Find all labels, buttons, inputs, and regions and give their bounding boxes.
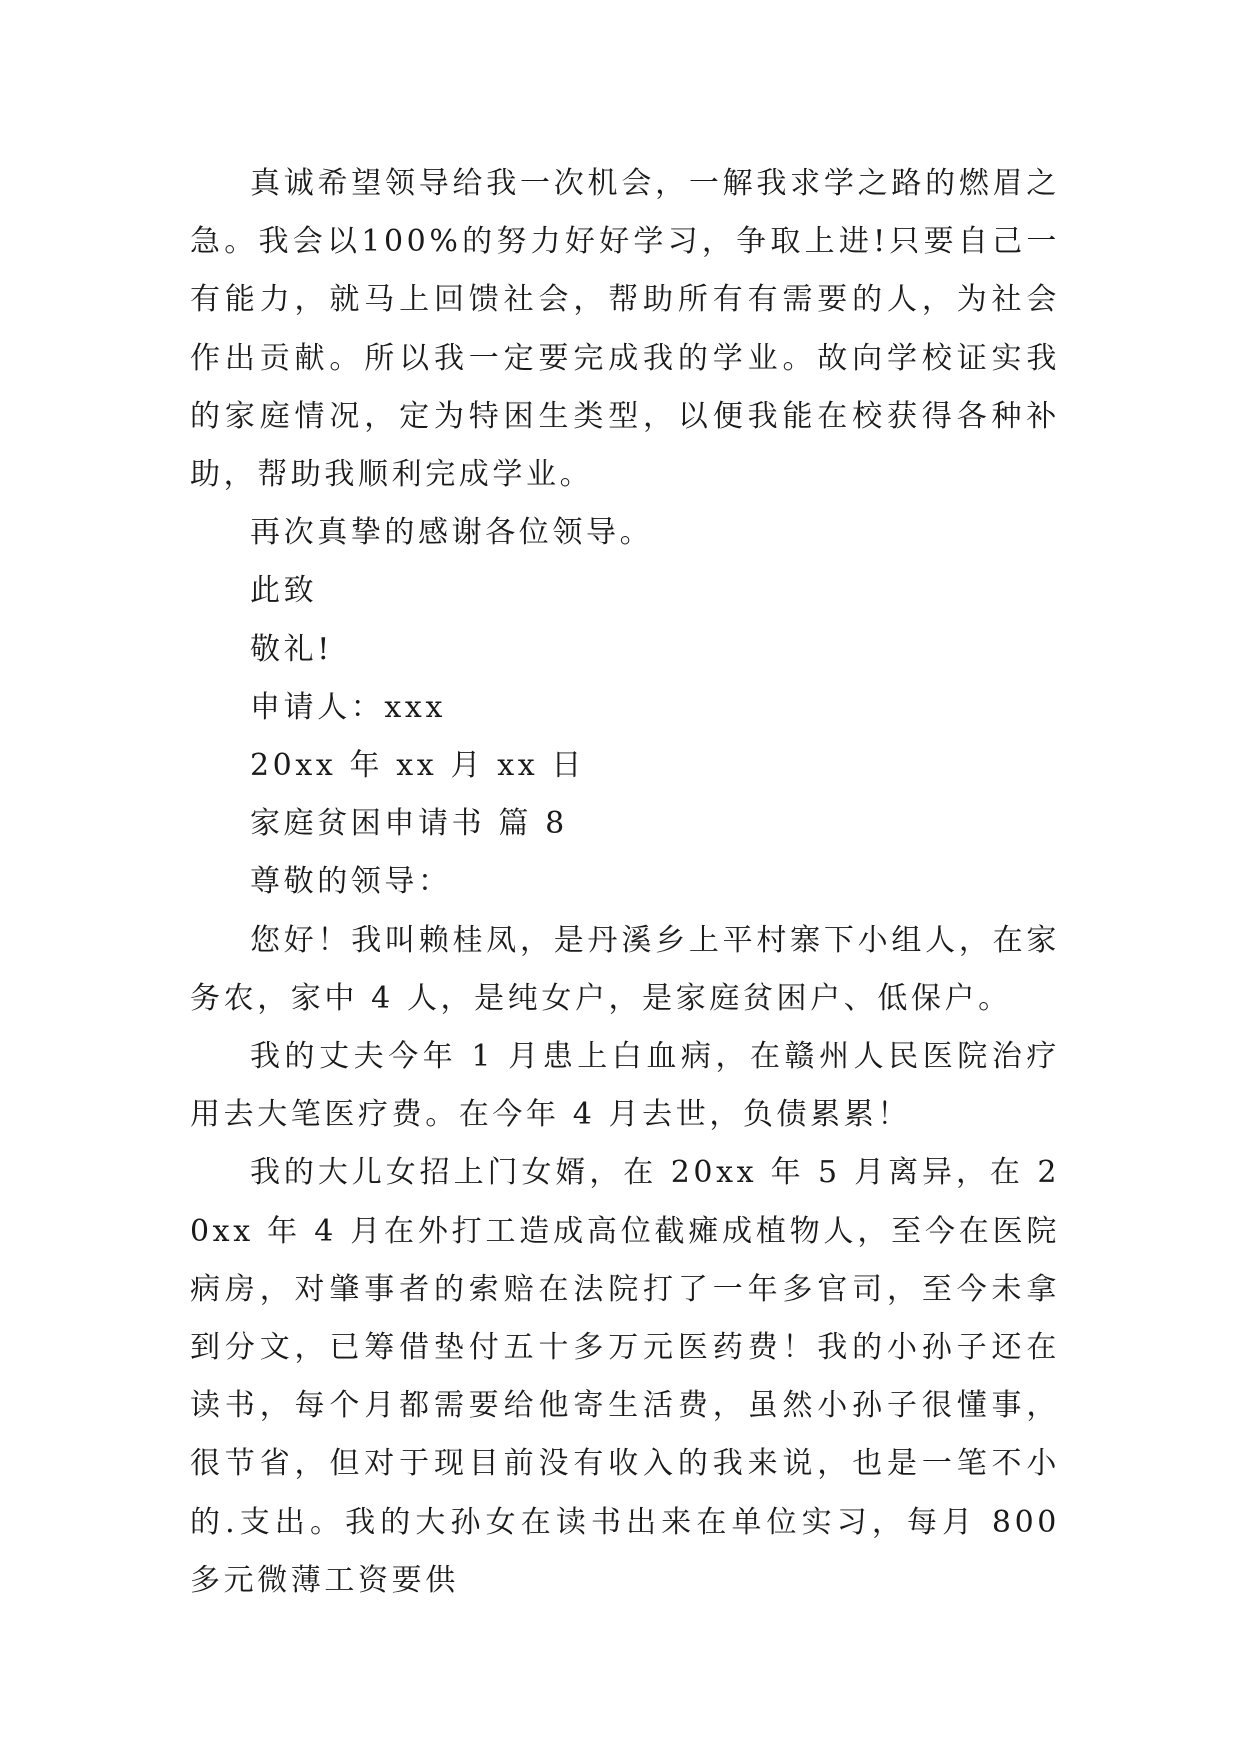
paragraph-daughter: 我的大儿女招上门女婿，在 20xx 年 5 月离异，在 20xx 年 4 月在外打工造成高位截瘫成植物人，至今在医院病房，对肇事者的索赔在法院打了一年多官司，至今未拿到分文，已筹借垫付五十多万元医药费！我的小孙子还在读书，每个月都需要给他寄生活费，虽然小孙子很懂事，很节省，但对于现目前没有收入的我来说，也是一笔不小的.支出。我的大孙女在读书出来在单位实习，每月 800 多元微薄工资要供: [190, 1155, 1060, 1598]
signature-date: 20xx 年 xx 月 xx 日: [250, 748, 585, 784]
applicant-signature: 申请人：xxx: [250, 689, 446, 725]
letter-greeting: 尊敬的领导：: [250, 864, 452, 900]
closing-regards: 敬礼!: [250, 631, 333, 667]
closing-salutation: 此致: [250, 573, 318, 609]
document-page: [190, 155, 1060, 1610]
paragraph-introduction: 您好！我叫赖桂凤，是丹溪乡上平村寨下小组人，在家务农，家中 4 人，是纯女户，是家庭贫困户、低保户。: [190, 922, 1060, 1016]
paragraph-hope: 真诚希望领导给我一次机会，一解我求学之路的燃眉之急。我会以100%的努力好好学习，争取上进!只要自己一有能力，就马上回馈社会，帮助所有有需要的人，为社会作出贡献。所以我一定要完成我的学业。故向学校证实我的家庭情况，定为特困生类型，以便我能在校获得各种补助，帮助我顺利完成学业。: [190, 166, 1060, 493]
paragraph-thanks: 再次真挚的感谢各位领导。: [250, 515, 654, 551]
paragraph-husband: 我的丈夫今年 1 月患上白血病，在赣州人民医院治疗用去大笔医疗费。在今年 4 月去世，负债累累！: [190, 1039, 1060, 1133]
section-heading: 家庭贫困申请书 篇 8: [250, 806, 568, 842]
